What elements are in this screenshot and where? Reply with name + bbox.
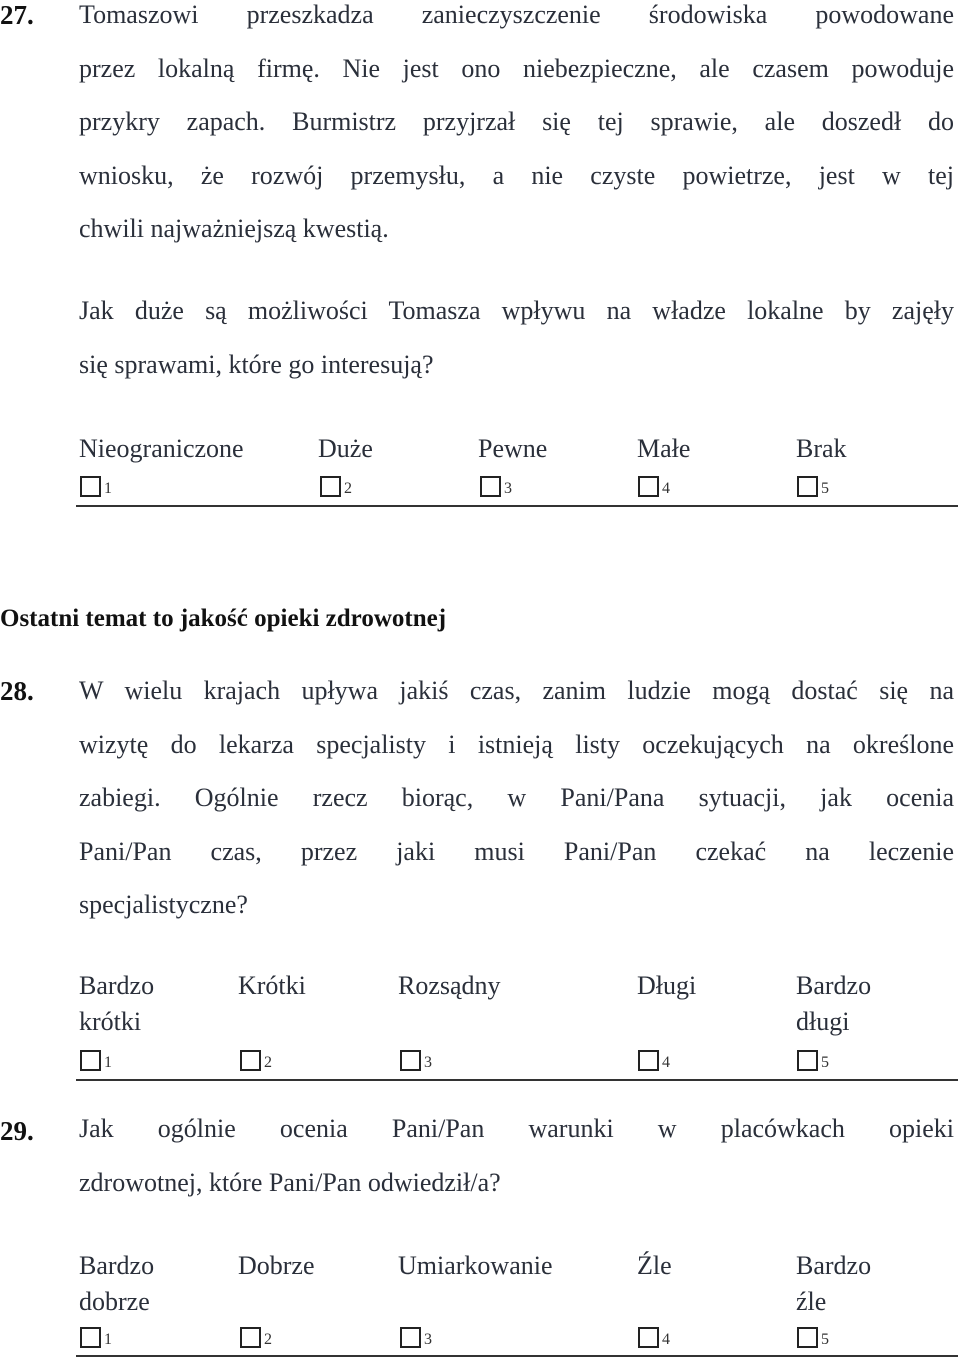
text-line: zdrowotnej, które Pani/Pan odwiedził/a? xyxy=(79,1167,501,1197)
checkbox-box[interactable] xyxy=(797,1327,818,1348)
option-label: Dobrze xyxy=(238,1251,315,1280)
checkbox-option-4[interactable] xyxy=(638,1327,670,1348)
checkbox-box[interactable] xyxy=(480,476,501,497)
checkbox-option-3[interactable] xyxy=(400,1327,432,1348)
checkbox-box[interactable] xyxy=(638,476,659,497)
question-28-text xyxy=(79,664,954,932)
option-code: 3 xyxy=(424,1331,432,1348)
text-line: wizytę do lekarza specjalisty i istnieją listy oczekujących na określone xyxy=(79,729,954,759)
option-code: 4 xyxy=(662,1331,670,1348)
option-code: 1 xyxy=(104,480,112,497)
option-code: 5 xyxy=(821,1331,829,1348)
text-line: się sprawami, które go interesują? xyxy=(79,349,434,379)
option-label: Duże xyxy=(318,434,373,463)
checkbox-box[interactable] xyxy=(80,1050,101,1071)
checkbox-box[interactable] xyxy=(797,476,818,497)
checkbox-box[interactable] xyxy=(80,476,101,497)
text-line: zabiegi. Ogólnie rzecz biorąc, w Pani/Pana sytuacji, jak ocenia xyxy=(79,783,954,812)
option-code: 1 xyxy=(104,1054,112,1071)
option-label: Źle xyxy=(637,1251,672,1280)
checkbox-option-1[interactable] xyxy=(80,1327,112,1348)
checkbox-option-4[interactable] xyxy=(638,1050,670,1071)
checkbox-option-5[interactable] xyxy=(797,476,829,497)
checkbox-box[interactable] xyxy=(400,1050,421,1071)
option-code: 2 xyxy=(264,1054,272,1071)
text-line: chwili najważniejszą kwestią. xyxy=(79,214,389,243)
checkbox-option-2[interactable] xyxy=(240,1327,272,1348)
text-line: przykry zapach. Burmistrz przyjrzał się tej sprawie, ale doszedł do xyxy=(79,107,954,136)
text-line: przez lokalną firmę. Nie jest ono niebezpieczne, ale czasem powoduje xyxy=(79,53,954,83)
option-code: 4 xyxy=(662,1054,670,1071)
text-line: Tomaszowi przeszkadza zanieczyszczenie środowiska powodowane xyxy=(79,0,954,29)
question-number-27: 27. xyxy=(0,0,34,30)
checkbox-option-1[interactable] xyxy=(80,1050,112,1071)
checkbox-option-5[interactable] xyxy=(797,1050,829,1071)
checkbox-option-3[interactable] xyxy=(480,476,512,497)
option-label: Krótki xyxy=(238,971,306,1000)
checkbox-option-3[interactable] xyxy=(400,1050,432,1071)
checkbox-option-4[interactable] xyxy=(638,476,670,497)
checkbox-box[interactable] xyxy=(240,1327,261,1348)
text-line: W wielu krajach upływa jakiś czas, zanim ludzie mogą dostać się na xyxy=(79,676,954,705)
option-label: Bardzo dobrze xyxy=(79,1251,155,1316)
divider xyxy=(76,1079,958,1081)
question-27-prompt xyxy=(79,284,954,391)
checkbox-option-1[interactable] xyxy=(80,476,112,497)
option-label: Długi xyxy=(637,971,697,1000)
option-code: 5 xyxy=(821,1054,829,1071)
checkbox-box[interactable] xyxy=(80,1327,101,1348)
checkbox-box[interactable] xyxy=(240,1050,261,1071)
option-label: Bardzo długi xyxy=(796,971,872,1036)
divider xyxy=(76,1355,958,1357)
text-line: specjalistyczne? xyxy=(79,890,248,919)
option-code: 2 xyxy=(344,480,352,497)
option-label: Bardzo źle xyxy=(796,1251,872,1316)
text-line: Jak duże są możliwości Tomasza wpływu na władze lokalne by zajęły xyxy=(79,296,954,325)
checkbox-box[interactable] xyxy=(638,1050,659,1071)
option-code: 3 xyxy=(504,480,512,497)
option-code: 1 xyxy=(104,1331,112,1348)
text-line: Jak ogólnie ocenia Pani/Pan warunki w placówkach opieki xyxy=(79,1114,954,1143)
question-number-28: 28. xyxy=(0,676,34,706)
question-29-text xyxy=(79,1102,954,1209)
question-number-29: 29. xyxy=(0,1116,34,1146)
checkbox-box[interactable] xyxy=(797,1050,818,1071)
section-title: Ostatni temat to jakość opieki zdrowotnej xyxy=(0,605,447,632)
option-code: 3 xyxy=(424,1054,432,1071)
divider xyxy=(76,505,958,507)
question-27-text xyxy=(79,0,954,256)
checkbox-option-5[interactable] xyxy=(797,1327,829,1348)
option-label: Umiarkowanie xyxy=(398,1251,553,1280)
text-line: Pani/Pan czas, przez jaki musi Pani/Pan czekać na leczenie xyxy=(79,836,954,866)
option-label: Rozsądny xyxy=(398,971,501,1000)
option-label: Brak xyxy=(796,434,847,463)
checkbox-option-2[interactable] xyxy=(240,1050,272,1071)
checkbox-box[interactable] xyxy=(400,1327,421,1348)
option-label: Nieograniczone xyxy=(79,434,244,463)
checkbox-option-2[interactable] xyxy=(320,476,352,497)
option-code: 2 xyxy=(264,1331,272,1348)
option-code: 4 xyxy=(662,480,670,497)
option-label: Bardzo krótki xyxy=(79,971,155,1036)
option-label: Małe xyxy=(637,434,691,463)
checkbox-box[interactable] xyxy=(638,1327,659,1348)
option-code: 5 xyxy=(821,480,829,497)
checkbox-box[interactable] xyxy=(320,476,341,497)
text-line: wniosku, że rozwój przemysłu, a nie czyste powietrze, jest w tej xyxy=(79,160,954,190)
option-label: Pewne xyxy=(478,434,548,463)
